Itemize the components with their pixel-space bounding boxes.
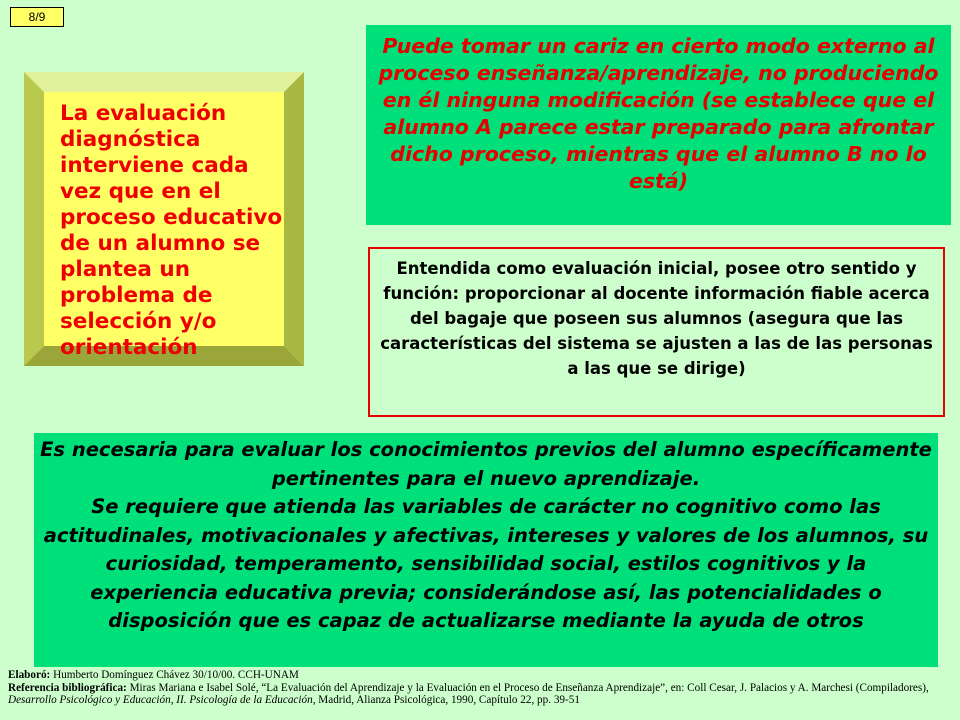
page-number: 8/9 [10,7,64,27]
reference-label: Referencia bibliográfica: [8,681,127,694]
reference-book-title: Desarrollo Psicológico y Educación, II. Psicología de la Educación [8,694,313,706]
footer-credits [8,669,956,707]
reference-text-part-1: Miras Mariana e Isabel Solé, “La Evaluación del Aprendizaje y la Evaluación en el Proceso de Enseñanza Aprendizaje”, en: Coll Cesar, J. Palacios y A. Marchesi (Compiladores), [126,681,929,694]
reference-line [8,682,956,707]
external-process-note [366,25,951,225]
prior-knowledge-paragraph: Es necesaria para evaluar los conocimientos previos del alumno específicamente pertinentes para el nuevo aprendizaje. [40,438,932,490]
reference-text-part-2: , Madrid, Alianza Psicológica, 1990, Capítulo 22, pp. 39-51 [312,694,580,706]
initial-evaluation-note [368,247,945,417]
author-label: Elaboró: [8,669,51,681]
author-line [8,669,956,682]
external-process-text: Puede tomar un cariz en cierto modo externo al proceso enseñanza/aprendizaje, no produciendo en él ninguna modificación (se establece que el alumno A parece estar preparado para afrontar dicho proceso, mientras que el alumno B no lo está) [378,34,939,193]
diagnostic-definition-text: La evaluación diagnóstica interviene cada vez que en el proceso educativo de un alumno se plantea un problema de selección y/o orientación [60,101,283,360]
prior-knowledge-note [34,433,938,667]
non-cognitive-variables-paragraph: Se requiere que atienda las variables de carácter no cognitivo como las actitudinales, motivacionales y afectivas, intereses y valores de los alumnos, su curiosidad, temperamento, sensibilidad social, estilos cognitivos y la experiencia educativa previa; considerándose así, las potencialidades o disposición que es capaz de actualizarse mediante la ayuda de otros [43,495,929,632]
author-value: Humberto Domínguez Chávez 30/10/00. CCH-UNAM [50,669,299,681]
initial-evaluation-text: Entendida como evaluación inicial, posee otro sentido y función: proporcionar al docente información fiable acerca del bagaje que poseen sus alumnos (asegura que las características del sistema se ajusten a las de las personas a las que se dirige) [380,259,933,378]
